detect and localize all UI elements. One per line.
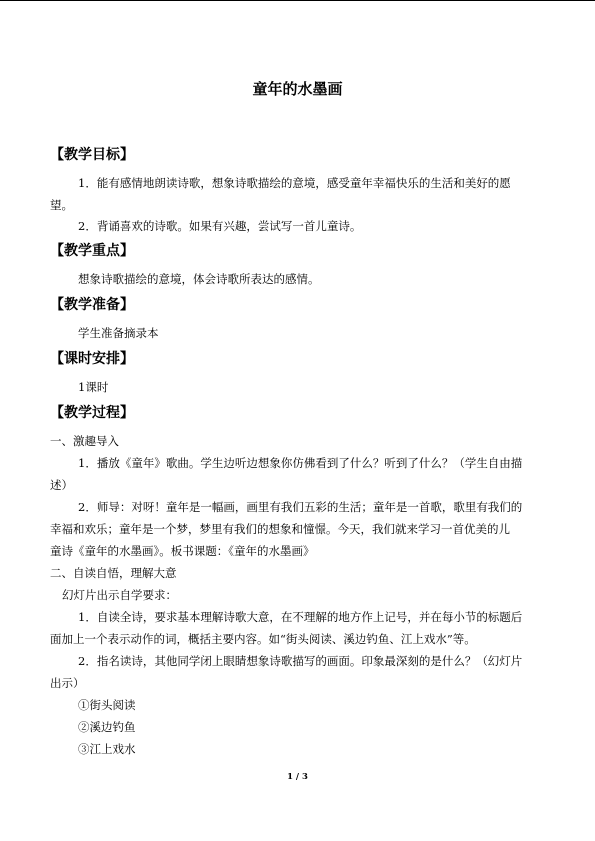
process-part-2-title: 二、自读自悟，理解大意: [50, 566, 177, 580]
heading-teaching-prep: 【教学准备】: [50, 297, 134, 313]
page-number: 1 / 3: [287, 772, 308, 782]
process-p2-line-2: 幸福和欢乐；童年是一个梦，梦里有我们的想象和憧憬。今天，我们就来学习一首优美的儿: [50, 522, 510, 536]
process-p1-line-1: 1．播放《童年》歌曲。学生边听边想象你仿佛看到了什么？听到了什么？（学生自由描: [78, 456, 523, 470]
list-item-river-playing: ③江上戏水: [78, 742, 136, 756]
process-p2-line-1: 2．师导：对呀！童年是一幅画，画里有我们五彩的生活；童年是一首歌，歌里有我们的: [78, 500, 523, 514]
process-p2-line-3: 童诗《童年的水墨画》。板书课题：《童年的水墨画》: [50, 544, 315, 558]
list-item-street-reading: ①街头阅读: [78, 698, 136, 712]
heading-schedule: 【课时安排】: [50, 351, 134, 367]
page-top-rule: [0, 0, 595, 1]
goal-item-1-line-2: 望。: [50, 198, 73, 212]
process-part-1-title: 一、激趣导入: [50, 434, 119, 448]
goal-item-1-line-1: 1．能有感情地朗读诗歌，想象诗歌描绘的意境，感受童年幸福快乐的生活和美好的愿: [78, 176, 511, 190]
list-item-creek-fishing: ②溪边钓鱼: [78, 720, 136, 734]
heading-teaching-goals: 【教学目标】: [50, 147, 134, 163]
process-p1-line-2: 述）: [50, 478, 73, 492]
prep-text: 学生准备摘录本: [78, 326, 159, 340]
focus-text: 想象诗歌描绘的意境，体会诗歌所表达的感情。: [78, 272, 320, 286]
process-r2-line-1: 2．指名读诗，其他同学闭上眼睛想象诗歌描写的画面。印象最深刻的是什么？（幻灯片: [78, 654, 523, 668]
heading-teaching-process: 【教学过程】: [50, 405, 134, 421]
process-r2-line-2: 出示）: [50, 676, 85, 690]
schedule-text: 1课时: [78, 380, 109, 394]
goal-item-2: 2．背诵喜欢的诗歌。如果有兴趣，尝试写一首儿童诗。: [78, 219, 362, 233]
process-slide-requirements: 幻灯片出示自学要求：: [62, 588, 177, 602]
document-title: 童年的水墨画: [252, 80, 343, 98]
heading-teaching-focus: 【教学重点】: [50, 243, 134, 259]
process-r1-line-2: 面加上一个表示动作的词，概括主要内容。如“街头阅读、溪边钓鱼、江上戏水”等。: [50, 632, 476, 646]
process-r1-line-1: 1．自读全诗，要求基本理解诗歌大意，在不理解的地方作上记号，并在每小节的标题后: [78, 610, 523, 624]
